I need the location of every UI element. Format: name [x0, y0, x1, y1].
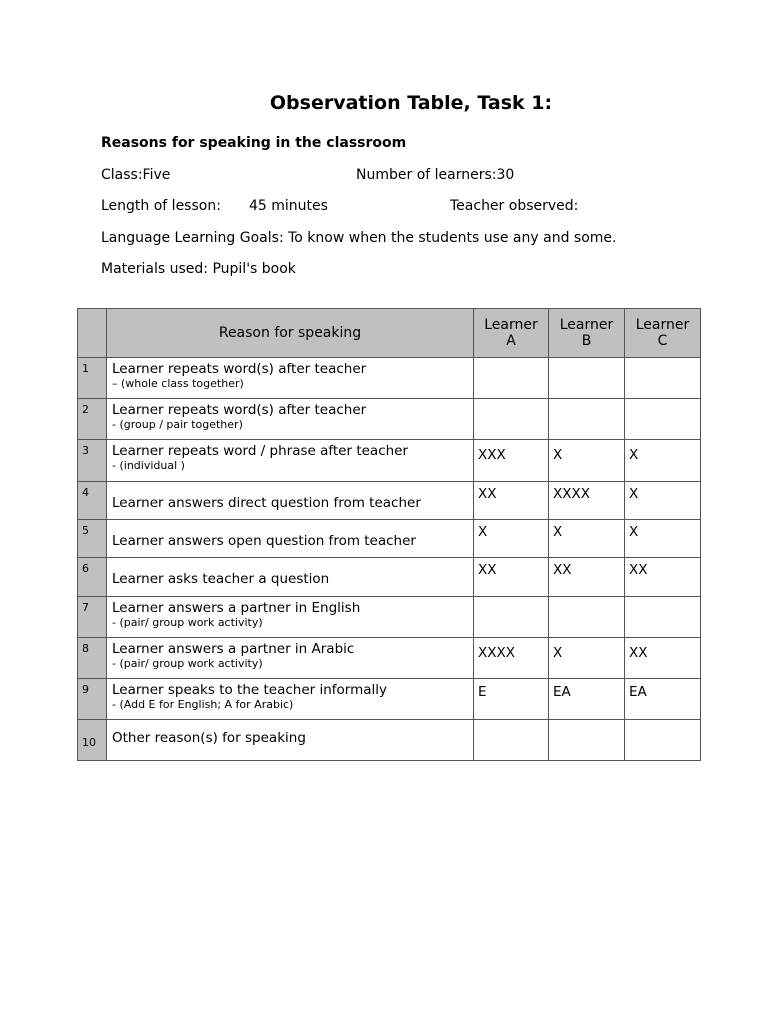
page-subtitle: Reasons for speaking in the classroom: [101, 135, 407, 151]
language-goals: Language Learning Goals: To know when the students use any and some.: [101, 230, 617, 246]
learner-c-value: X: [625, 440, 701, 482]
reason-text: Learner answers a partner in Arabic: [112, 641, 355, 657]
reason-cell: [107, 679, 474, 720]
header-number-cell: [78, 309, 107, 358]
table-row: [78, 597, 701, 638]
reason-cell: [107, 520, 474, 558]
reason-text: Learner speaks to the teacher informally: [112, 682, 388, 698]
header-learner-b-line1: Learner: [559, 317, 614, 333]
learner-b-value: XXXX: [549, 482, 625, 520]
learner-b-value: X: [549, 440, 625, 482]
reason-text: Other reason(s) for speaking: [112, 730, 306, 746]
row-number: 9: [78, 679, 107, 720]
table-row: [78, 720, 701, 761]
learner-c-value: [625, 358, 701, 399]
learner-b-value: [549, 720, 625, 761]
reason-subtext: - (Add E for English; A for Arabic): [112, 698, 294, 711]
table-row: [78, 399, 701, 440]
reason-cell: [107, 482, 474, 520]
header-learner-c-line2: C: [657, 333, 668, 349]
teacher-observed: Teacher observed:: [450, 198, 579, 214]
reason-text: Learner answers direct question from teacher: [112, 494, 421, 511]
learner-a-value: [474, 720, 549, 761]
learner-a-value: XXXX: [474, 638, 549, 679]
learner-c-value: EA: [625, 679, 701, 720]
observation-table: [77, 308, 701, 761]
row-number: 7: [78, 597, 107, 638]
reason-cell: [107, 399, 474, 440]
learner-a-value: X: [474, 520, 549, 558]
learner-b-value: [549, 597, 625, 638]
header-learner-a: [474, 309, 549, 358]
learner-b-value: [549, 358, 625, 399]
class-info: Class:Five: [101, 167, 171, 183]
learner-c-value: XX: [625, 558, 701, 597]
reason-text: Learner repeats word(s) after teacher: [112, 402, 367, 418]
learner-a-value: E: [474, 679, 549, 720]
table-header-row: [78, 309, 701, 358]
reason-subtext: - (group / pair together): [112, 418, 243, 431]
row-number: 6: [78, 558, 107, 597]
reason-text: Learner answers open question from teacher: [112, 532, 416, 549]
learner-c-value: XX: [625, 638, 701, 679]
learner-c-value: X: [625, 482, 701, 520]
learner-a-value: XX: [474, 558, 549, 597]
learner-b-value: X: [549, 638, 625, 679]
header-learner-b: [549, 309, 625, 358]
header-learner-c: [625, 309, 701, 358]
table-row: [78, 558, 701, 597]
learner-a-value: [474, 358, 549, 399]
header-learner-a-line2: A: [506, 333, 516, 349]
header-learner-c-line1: Learner: [635, 317, 690, 333]
table-row: [78, 482, 701, 520]
reason-cell: [107, 720, 474, 761]
materials-used: Materials used: Pupil's book: [101, 261, 296, 277]
lesson-length-label: Length of lesson:: [101, 198, 221, 214]
page-title: Observation Table, Task 1:: [269, 92, 553, 114]
learner-c-value: X: [625, 520, 701, 558]
reason-subtext: - (pair/ group work activity): [112, 616, 263, 629]
row-number: 3: [78, 440, 107, 482]
learner-a-value: [474, 597, 549, 638]
learner-b-value: XX: [549, 558, 625, 597]
header-learner-b-line2: B: [581, 333, 592, 349]
reason-cell: [107, 558, 474, 597]
reason-subtext: – (whole class together): [112, 377, 244, 390]
reason-text: Learner repeats word / phrase after teacher: [112, 443, 409, 459]
learner-a-value: XX: [474, 482, 549, 520]
table-row: [78, 638, 701, 679]
learner-b-value: EA: [549, 679, 625, 720]
row-number: 8: [78, 638, 107, 679]
table-row: [78, 440, 701, 482]
row-number: 4: [78, 482, 107, 520]
header-reason: Reason for speaking: [107, 309, 474, 358]
row-number: 10: [78, 720, 107, 761]
reason-subtext: - (pair/ group work activity): [112, 657, 263, 670]
reason-text: Learner asks teacher a question: [112, 571, 330, 587]
lesson-length-value: 45 minutes: [249, 198, 328, 214]
learner-b-value: X: [549, 520, 625, 558]
learner-c-value: [625, 720, 701, 761]
reason-text: Learner answers a partner in English: [112, 600, 361, 616]
reason-cell: [107, 358, 474, 399]
table-row: [78, 679, 701, 720]
learner-b-value: [549, 399, 625, 440]
row-number: 1: [78, 358, 107, 399]
row-number: 5: [78, 520, 107, 558]
learner-c-value: [625, 597, 701, 638]
reason-text: Learner repeats word(s) after teacher: [112, 361, 367, 377]
learner-c-value: [625, 399, 701, 440]
learners-count: Number of learners:30: [356, 167, 515, 183]
header-learner-a-line1: Learner: [484, 317, 538, 333]
reason-cell: [107, 597, 474, 638]
reason-cell: [107, 440, 474, 482]
learner-a-value: XXX: [474, 440, 549, 482]
table-row: [78, 358, 701, 399]
reason-subtext: - (individual ): [112, 459, 185, 472]
table-row: [78, 520, 701, 558]
learner-a-value: [474, 399, 549, 440]
reason-cell: [107, 638, 474, 679]
row-number: 2: [78, 399, 107, 440]
